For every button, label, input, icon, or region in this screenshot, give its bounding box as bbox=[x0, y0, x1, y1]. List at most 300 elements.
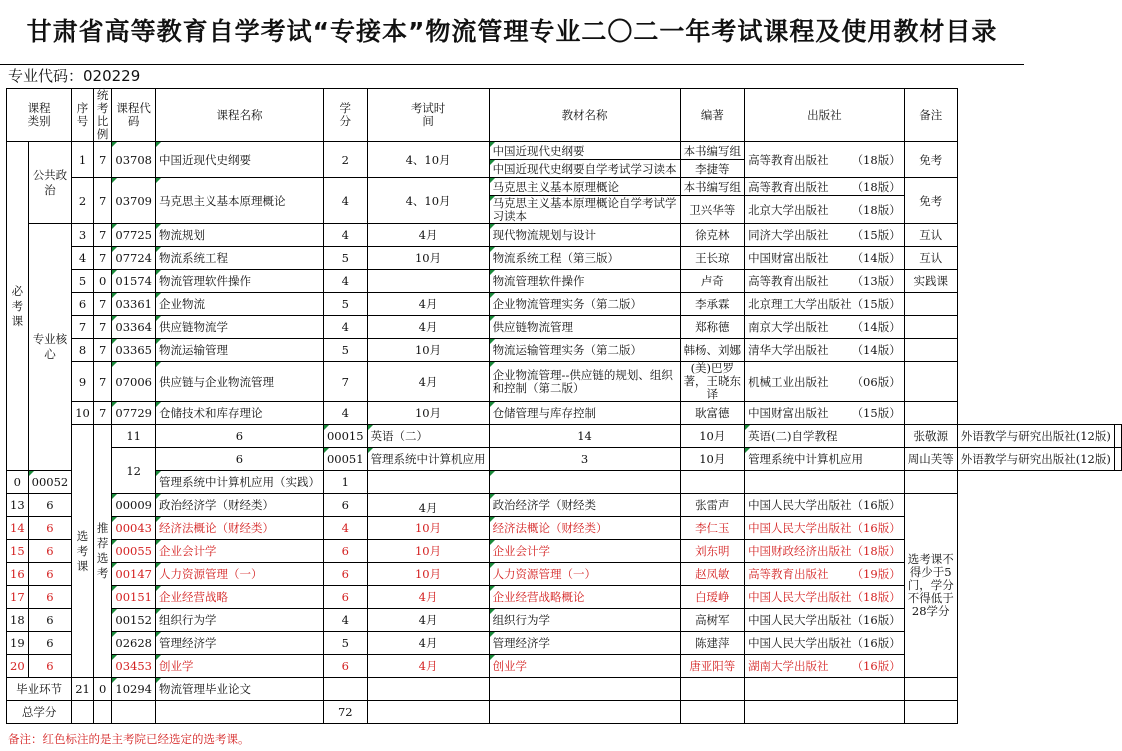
credit-cell: 6 bbox=[323, 586, 367, 609]
ratio-cell: 7 bbox=[93, 224, 112, 247]
course-name-cell: 供应链物流学 bbox=[155, 316, 323, 339]
table-row bbox=[7, 448, 1122, 471]
table-row bbox=[7, 89, 1122, 142]
exam-time-cell: 4月 bbox=[367, 316, 489, 339]
textbook-cell bbox=[489, 471, 680, 494]
elective-remark: 选考课不得少于5门，学分不得低于28学分 bbox=[904, 494, 957, 678]
textbook-cell: 经济法概论（财经类） bbox=[489, 517, 680, 540]
publisher-cell bbox=[745, 402, 905, 425]
publisher-cell bbox=[745, 247, 905, 270]
credit-cell: 7 bbox=[323, 362, 367, 402]
publisher-cell bbox=[745, 178, 905, 196]
textbook-cell: 人力资源管理（一） bbox=[489, 563, 680, 586]
empty-cell bbox=[155, 701, 323, 724]
course-code-cell: 00151 bbox=[112, 586, 156, 609]
elective-category: 选考课 bbox=[72, 425, 94, 678]
ratio-cell: 7 bbox=[93, 142, 112, 178]
exam-time-cell: 10月 bbox=[367, 247, 489, 270]
publisher-cell bbox=[745, 142, 905, 178]
remark-cell: 互认 bbox=[904, 224, 957, 247]
textbook-cell: 物流系统工程（第三版） bbox=[489, 247, 680, 270]
public-politics-group: 公共政治 bbox=[28, 142, 72, 224]
author-header: 编著 bbox=[680, 89, 745, 142]
publisher-edition: （15版） bbox=[851, 228, 901, 242]
course-code-cell: 07725 bbox=[112, 224, 156, 247]
ratio-cell: 6 bbox=[155, 425, 323, 448]
required-category: 必考课 bbox=[7, 142, 29, 471]
course-name-cell: 人力资源管理（一） bbox=[155, 563, 323, 586]
table-row bbox=[7, 425, 1122, 448]
publisher-name: 北京大学出版社 bbox=[748, 202, 829, 217]
exam-time-cell: 4月 bbox=[367, 609, 489, 632]
publisher-name: 中国财政经济出版社 bbox=[748, 544, 852, 558]
empty-cell bbox=[489, 701, 680, 724]
course-code-cell: 00055 bbox=[112, 540, 156, 563]
ratio-cell: 6 bbox=[155, 448, 323, 471]
textbook-cell: 现代物流规划与设计 bbox=[489, 224, 680, 247]
table-row bbox=[7, 316, 1122, 339]
credit-cell: 2 bbox=[323, 142, 367, 178]
remark-cell bbox=[904, 471, 957, 494]
exam-time-cell: 4月 bbox=[367, 586, 489, 609]
course-code-cell: 00052 bbox=[28, 471, 72, 494]
exam-time-cell: 4月 bbox=[367, 632, 489, 655]
ratio-cell: 0 bbox=[93, 270, 112, 293]
course-name-cell: 企业物流 bbox=[155, 293, 323, 316]
course-code-cell: 00009 bbox=[112, 494, 156, 517]
course-code-cell: 10294 bbox=[112, 678, 156, 701]
empty-cell bbox=[745, 701, 905, 724]
publisher-cell bbox=[745, 270, 905, 293]
publisher-edition: （18版） bbox=[851, 590, 901, 604]
author-cell: 耿富德 bbox=[680, 402, 745, 425]
publisher-cell bbox=[745, 494, 905, 517]
publisher-edition: （19版） bbox=[851, 567, 901, 581]
credit-cell: 14 bbox=[489, 425, 680, 448]
seq-cell: 17 bbox=[7, 586, 29, 609]
publisher-cell bbox=[745, 609, 905, 632]
publisher-edition: （15版） bbox=[851, 297, 901, 311]
seq-cell: 20 bbox=[7, 655, 29, 678]
seq-header: 序 号 bbox=[72, 89, 94, 142]
credit-cell: 6 bbox=[323, 655, 367, 678]
credit-cell: 5 bbox=[323, 293, 367, 316]
table-row bbox=[7, 471, 1122, 494]
empty-cell bbox=[745, 678, 905, 701]
ratio-cell: 6 bbox=[28, 632, 72, 655]
publisher-name: 中国人民大学出版社（16版） bbox=[748, 636, 901, 650]
credit-cell: 4 bbox=[323, 517, 367, 540]
table-row bbox=[7, 247, 1122, 270]
recommended-group: 推荐选考 bbox=[93, 425, 112, 678]
publisher-cell bbox=[745, 632, 905, 655]
exam-time-cell: 10月 bbox=[367, 540, 489, 563]
course-name-cell: 管理系统中计算机应用 bbox=[367, 448, 489, 471]
textbook-header: 教材名称 bbox=[489, 89, 680, 142]
publisher-edition: （13版） bbox=[851, 274, 901, 288]
publisher-name: 清华大学出版社 bbox=[748, 343, 829, 357]
ratio-cell: 7 bbox=[93, 247, 112, 270]
exam-time-cell: 4月 bbox=[367, 362, 489, 402]
publisher-cell bbox=[745, 316, 905, 339]
exam-time-cell: 4月 bbox=[367, 224, 489, 247]
author-cell: 唐亚阳等 bbox=[680, 655, 745, 678]
publisher-name: 南京大学出版社 bbox=[748, 320, 829, 334]
publisher-edition: （15版） bbox=[851, 406, 901, 420]
ratio-cell: 0 bbox=[93, 678, 112, 701]
textbook-cell: 创业学 bbox=[489, 655, 680, 678]
credit-cell: 4 bbox=[323, 316, 367, 339]
publisher-cell bbox=[745, 362, 905, 402]
publisher-cell bbox=[745, 586, 905, 609]
publisher-name: 机械工业出版社 bbox=[748, 374, 829, 389]
author-cell: 陈建萍 bbox=[680, 632, 745, 655]
course-name-cell: 英语（二） bbox=[367, 425, 489, 448]
exam-time-header: 考试时 间 bbox=[367, 89, 489, 142]
remark-cell bbox=[904, 339, 957, 362]
credit-cell: 4 bbox=[323, 402, 367, 425]
empty-cell bbox=[367, 701, 489, 724]
seq-cell: 7 bbox=[72, 316, 94, 339]
textbook-cell: 中国近现代史纲要 bbox=[489, 142, 680, 160]
textbook-cell: 企业物流管理--供应链的规划、组织和控制（第二版） bbox=[489, 362, 680, 402]
seq-cell: 16 bbox=[7, 563, 29, 586]
course-code-cell: 03708 bbox=[112, 142, 156, 178]
publisher-cell bbox=[957, 425, 1114, 448]
author-cell: 李捷等 bbox=[680, 160, 745, 178]
exam-time-cell: 4、10月 bbox=[367, 142, 489, 178]
credit-cell: 4 bbox=[323, 270, 367, 293]
ratio-cell: 6 bbox=[28, 586, 72, 609]
textbook-cell: 企业物流管理实务（第二版） bbox=[489, 293, 680, 316]
course-name-cell: 马克思主义基本原理概论 bbox=[155, 178, 323, 224]
publisher-name: 湖南大学出版社 bbox=[748, 659, 829, 673]
credit-cell: 4 bbox=[323, 609, 367, 632]
ratio-cell: 6 bbox=[28, 609, 72, 632]
course-code-cell: 00043 bbox=[112, 517, 156, 540]
remark-cell bbox=[904, 362, 957, 402]
course-code-cell: 03709 bbox=[112, 178, 156, 224]
remark-cell bbox=[1114, 425, 1121, 448]
publisher-name: 外语教学与研究出版社(12版) bbox=[960, 429, 1111, 443]
textbook-cell: 马克思主义基本原理概论 bbox=[489, 178, 680, 196]
seq-cell: 10 bbox=[72, 402, 94, 425]
ratio-cell: 6 bbox=[28, 517, 72, 540]
publisher-edition: （06版） bbox=[851, 374, 901, 389]
exam-time-cell bbox=[367, 270, 489, 293]
course-name-cell: 供应链与企业物流管理 bbox=[155, 362, 323, 402]
author-cell: 李仁玉 bbox=[680, 517, 745, 540]
textbook-cell: 管理系统中计算机应用 bbox=[745, 448, 905, 471]
table-row bbox=[7, 362, 1122, 402]
ratio-cell: 6 bbox=[28, 494, 72, 517]
remark-cell: 实践课 bbox=[904, 270, 957, 293]
course-name-cell: 企业经营战略 bbox=[155, 586, 323, 609]
exam-time-cell: 4、10月 bbox=[367, 178, 489, 224]
ratio-cell: 0 bbox=[7, 471, 29, 494]
remark-cell: 互认 bbox=[904, 247, 957, 270]
course-name-cell: 管理系统中计算机应用（实践） bbox=[155, 471, 323, 494]
seq-cell: 9 bbox=[72, 362, 94, 402]
author-cell: 李承霖 bbox=[680, 293, 745, 316]
table-row bbox=[7, 293, 1122, 316]
empty-cell bbox=[904, 701, 957, 724]
textbook-cell: 英语(二)自学教程 bbox=[745, 425, 905, 448]
remark-cell bbox=[1114, 448, 1121, 471]
publisher-name: 同济大学出版社 bbox=[748, 228, 829, 242]
author-cell: 张敬源 bbox=[904, 425, 957, 448]
ratio-cell: 7 bbox=[93, 293, 112, 316]
course-code-cell: 03361 bbox=[112, 293, 156, 316]
credit-cell: 6 bbox=[323, 563, 367, 586]
publisher-name: 中国人民大学出版社（16版） bbox=[748, 498, 901, 512]
author-cell: 周山芙等 bbox=[904, 448, 957, 471]
empty-cell bbox=[323, 678, 367, 701]
publisher-name: 中国人民大学出版社（16版） bbox=[748, 613, 901, 627]
seq-cell: 21 bbox=[72, 678, 94, 701]
publisher-edition: （18版） bbox=[851, 202, 901, 217]
textbook-cell: 管理经济学 bbox=[489, 632, 680, 655]
credit-cell: 5 bbox=[323, 632, 367, 655]
author-cell: 卫兴华等 bbox=[680, 196, 745, 224]
textbook-cell: 中国近现代史纲要自学考试学习读本 bbox=[489, 160, 680, 178]
course-name-cell: 物流规划 bbox=[155, 224, 323, 247]
textbook-cell: 组织行为学 bbox=[489, 609, 680, 632]
publisher-name: 北京理工大学出版社 bbox=[748, 297, 852, 311]
ratio-cell: 7 bbox=[93, 316, 112, 339]
empty-cell bbox=[367, 678, 489, 701]
table-row bbox=[7, 339, 1122, 362]
course-name-cell: 政治经济学（财经类） bbox=[155, 494, 323, 517]
course-name-cell: 组织行为学 bbox=[155, 609, 323, 632]
textbook-cell: 仓储管理与库存控制 bbox=[489, 402, 680, 425]
author-cell: 白瑷峥 bbox=[680, 586, 745, 609]
footnote: 备注：红色标注的是主考院已经选定的选考课。 bbox=[8, 732, 250, 746]
seq-cell: 5 bbox=[72, 270, 94, 293]
publisher-header: 出版社 bbox=[745, 89, 905, 142]
empty-cell bbox=[680, 678, 745, 701]
author-cell: 赵凤敏 bbox=[680, 563, 745, 586]
ratio-cell: 7 bbox=[93, 339, 112, 362]
course-name-cell: 企业会计学 bbox=[155, 540, 323, 563]
publisher-cell bbox=[745, 517, 905, 540]
seq-cell: 18 bbox=[7, 609, 29, 632]
ratio-cell: 7 bbox=[93, 402, 112, 425]
author-cell: 郑称德 bbox=[680, 316, 745, 339]
course-code-cell: 00015 bbox=[323, 425, 367, 448]
course-name-cell: 物流运输管理 bbox=[155, 339, 323, 362]
course-name-header: 课程名称 bbox=[155, 89, 323, 142]
author-cell: 高树军 bbox=[680, 609, 745, 632]
seq-cell: 13 bbox=[7, 494, 29, 517]
course-name-cell: 物流管理毕业论文 bbox=[155, 678, 323, 701]
publisher-name: 高等教育出版社 bbox=[748, 152, 829, 167]
course-name-cell: 管理经济学 bbox=[155, 632, 323, 655]
table-row bbox=[7, 142, 1122, 160]
exam-time-cell: 4月 bbox=[367, 655, 489, 678]
seq-cell: 15 bbox=[7, 540, 29, 563]
publisher-cell bbox=[745, 563, 905, 586]
textbook-cell: 供应链物流管理 bbox=[489, 316, 680, 339]
textbook-cell: 企业经营战略概论 bbox=[489, 586, 680, 609]
course-code-header: 课程代 码 bbox=[112, 89, 156, 142]
exam-time-cell: 10月 bbox=[367, 517, 489, 540]
exam-time-cell: 10月 bbox=[367, 402, 489, 425]
publisher-cell bbox=[745, 196, 905, 224]
author-cell: 张雷声 bbox=[680, 494, 745, 517]
exam-time-cell: 10月 bbox=[680, 425, 745, 448]
seq-cell: 3 bbox=[72, 224, 94, 247]
exam-time-cell: 4月 bbox=[367, 494, 489, 517]
seq-cell: 19 bbox=[7, 632, 29, 655]
course-name-cell: 中国近现代史纲要 bbox=[155, 142, 323, 178]
publisher-edition: （18版） bbox=[851, 179, 901, 194]
table-row bbox=[7, 224, 1122, 247]
credit-header: 学 分 bbox=[323, 89, 367, 142]
credit-cell: 4 bbox=[323, 178, 367, 224]
remark-cell bbox=[904, 293, 957, 316]
publisher-cell bbox=[745, 540, 905, 563]
publisher-edition: （14版） bbox=[851, 251, 901, 265]
ratio-cell: 7 bbox=[93, 362, 112, 402]
course-name-cell: 物流系统工程 bbox=[155, 247, 323, 270]
ratio-cell: 6 bbox=[28, 563, 72, 586]
table-row bbox=[7, 678, 1122, 701]
remark-header: 备注 bbox=[904, 89, 957, 142]
seq-cell: 11 bbox=[112, 425, 156, 448]
credit-cell: 6 bbox=[323, 494, 367, 517]
publisher-name: 外语教学与研究出版社(12版) bbox=[960, 452, 1111, 466]
course-code-cell: 07729 bbox=[112, 402, 156, 425]
course-name-cell: 创业学 bbox=[155, 655, 323, 678]
course-code-cell: 03365 bbox=[112, 339, 156, 362]
core-group: 专业核心 bbox=[28, 224, 72, 471]
author-cell: (美)巴罗著，王晓东译 bbox=[680, 362, 745, 402]
seq-cell: 14 bbox=[7, 517, 29, 540]
author-cell bbox=[680, 471, 745, 494]
table-row bbox=[7, 494, 1122, 517]
credit-cell: 4 bbox=[323, 224, 367, 247]
author-cell: 徐克林 bbox=[680, 224, 745, 247]
course-type-header: 课程 类别 bbox=[7, 89, 72, 142]
course-code-cell: 03364 bbox=[112, 316, 156, 339]
course-name-cell: 物流管理软件操作 bbox=[155, 270, 323, 293]
course-code-cell: 00147 bbox=[112, 563, 156, 586]
publisher-cell bbox=[745, 224, 905, 247]
table-row bbox=[7, 178, 1122, 196]
empty-cell bbox=[904, 678, 957, 701]
publisher-name: 高等教育出版社 bbox=[748, 179, 829, 194]
credit-cell: 3 bbox=[489, 448, 680, 471]
course-code-cell: 00152 bbox=[112, 609, 156, 632]
publisher-edition: （16版） bbox=[851, 659, 901, 673]
graduation-label: 毕业环节 bbox=[7, 678, 72, 701]
ratio-cell: 6 bbox=[28, 655, 72, 678]
publisher-name: 中国人民大学出版社（16版） bbox=[748, 521, 901, 535]
course-table bbox=[6, 88, 1122, 724]
publisher-name: 中国人民大学出版社 bbox=[748, 590, 852, 604]
table-row bbox=[7, 270, 1122, 293]
author-cell: 刘东明 bbox=[680, 540, 745, 563]
seq-cell: 8 bbox=[72, 339, 94, 362]
empty-cell bbox=[489, 678, 680, 701]
empty-cell bbox=[93, 701, 112, 724]
seq-cell: 6 bbox=[72, 293, 94, 316]
textbook-cell: 企业会计学 bbox=[489, 540, 680, 563]
credit-cell: 6 bbox=[323, 540, 367, 563]
ratio-cell: 7 bbox=[93, 178, 112, 224]
publisher-cell bbox=[745, 655, 905, 678]
publisher-edition: （14版） bbox=[851, 343, 901, 357]
seq-cell: 2 bbox=[72, 178, 94, 224]
course-code-cell: 02628 bbox=[112, 632, 156, 655]
publisher-cell bbox=[745, 339, 905, 362]
exam-time-cell: 10月 bbox=[680, 448, 745, 471]
seq-cell: 1 bbox=[72, 142, 94, 178]
publisher-edition: （18版） bbox=[851, 544, 901, 558]
seq-cell: 4 bbox=[72, 247, 94, 270]
publisher-name: 高等教育出版社 bbox=[748, 567, 829, 581]
publisher-edition: （18版） bbox=[851, 152, 901, 167]
credit-cell: 5 bbox=[323, 339, 367, 362]
author-cell: 王长琼 bbox=[680, 247, 745, 270]
credit-cell: 1 bbox=[323, 471, 367, 494]
ratio-header: 统考 比例 bbox=[93, 89, 112, 142]
empty-cell bbox=[72, 701, 94, 724]
exam-time-cell: 10月 bbox=[367, 339, 489, 362]
course-name-cell: 经济法概论（财经类） bbox=[155, 517, 323, 540]
empty-cell bbox=[680, 701, 745, 724]
course-code-cell: 07006 bbox=[112, 362, 156, 402]
table-row bbox=[7, 402, 1122, 425]
author-cell: 卢奇 bbox=[680, 270, 745, 293]
course-code-cell: 00051 bbox=[323, 448, 367, 471]
textbook-cell: 马克思主义基本原理概论自学考试学习读本 bbox=[489, 196, 680, 224]
remark-cell: 免考 bbox=[904, 142, 957, 178]
remark-cell bbox=[904, 316, 957, 339]
ratio-cell: 6 bbox=[28, 540, 72, 563]
exam-time-cell: 10月 bbox=[367, 563, 489, 586]
course-code-cell: 01574 bbox=[112, 270, 156, 293]
total-credit-value: 72 bbox=[323, 701, 367, 724]
remark-cell bbox=[904, 402, 957, 425]
author-cell: 本书编写组 bbox=[680, 142, 745, 160]
textbook-cell: 物流运输管理实务（第二版） bbox=[489, 339, 680, 362]
author-cell: 韩杨、刘娜 bbox=[680, 339, 745, 362]
course-name-cell: 仓储技术和库存理论 bbox=[155, 402, 323, 425]
seq-cell: 12 bbox=[112, 448, 156, 494]
publisher-name: 高等教育出版社 bbox=[748, 274, 829, 288]
exam-time-cell: 4月 bbox=[367, 293, 489, 316]
table-row bbox=[7, 701, 1122, 724]
course-code-cell: 03453 bbox=[112, 655, 156, 678]
page-title: 甘肃省高等教育自学考试“专接本”物流管理专业二〇二一年考试课程及使用教材目录 bbox=[0, 0, 1024, 65]
total-credit-label: 总学分 bbox=[7, 701, 72, 724]
exam-time-cell bbox=[367, 471, 489, 494]
publisher-cell bbox=[957, 448, 1114, 471]
publisher-cell bbox=[745, 471, 905, 494]
textbook-cell: 物流管理软件操作 bbox=[489, 270, 680, 293]
publisher-name: 中国财富出版社 bbox=[748, 251, 829, 265]
course-code-cell: 07724 bbox=[112, 247, 156, 270]
remark-cell: 免考 bbox=[904, 178, 957, 224]
publisher-name: 中国财富出版社 bbox=[748, 406, 829, 420]
textbook-cell: 政治经济学（财经类 bbox=[489, 494, 680, 517]
publisher-edition: （14版） bbox=[851, 320, 901, 334]
empty-cell bbox=[112, 701, 156, 724]
author-cell: 本书编写组 bbox=[680, 178, 745, 196]
credit-cell: 5 bbox=[323, 247, 367, 270]
